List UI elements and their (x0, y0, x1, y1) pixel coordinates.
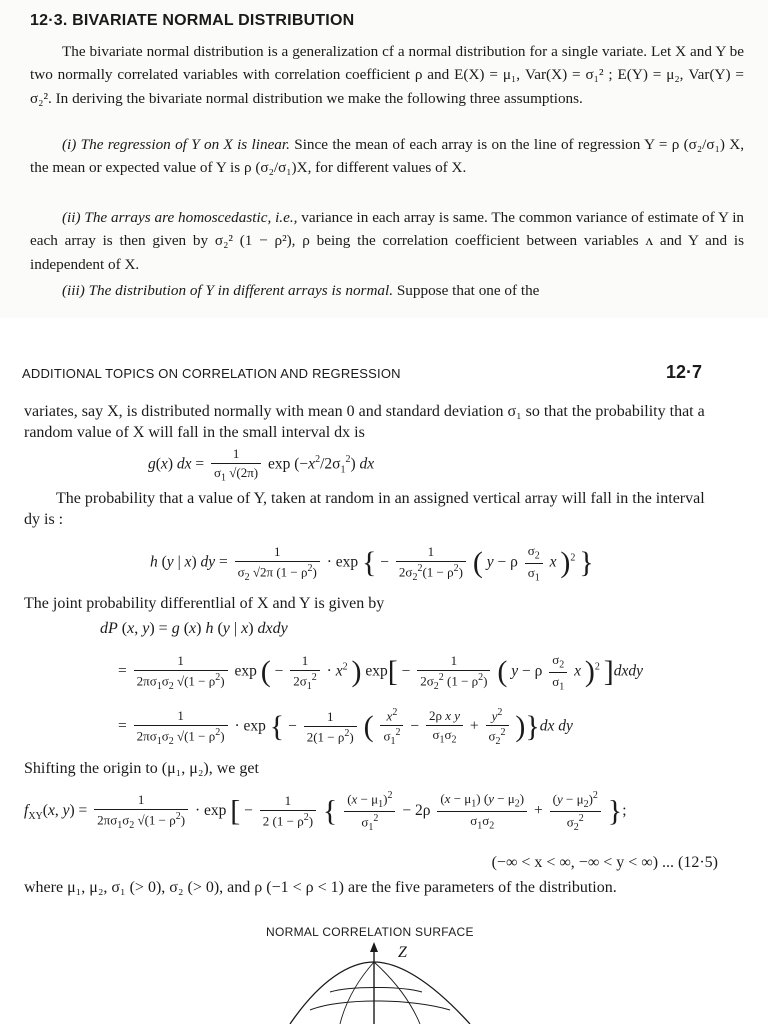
surface-outline (290, 962, 470, 1024)
assumption-1-text: Since the mean of each array is on the line of regression Y = ρ (σ₂/σ₁) X, the mean or expected value of Y is ρ (σ₂/σ₁)X, for different values of X. (30, 136, 745, 177)
assumption-2-text: variance in each array is same. The common variance of estimate of Y in each array is then given by σ₂² (1 − ρ²), ρ being the correlation coefficient between variables ᴧ and Y and is independent of X. (30, 209, 745, 273)
equation-dp: dP (x, y) = g (x) h (y | x) dxdy (100, 620, 288, 637)
figure-caption: NORMAL CORRELATION SURFACE (266, 925, 474, 939)
surface-meridian-left (340, 962, 374, 1024)
variate-paragraph: variates, say X, is distributed normally with mean 0 and standard deviation σ₁ so that the probability that a random value of X will fall in the small interval dx is (24, 403, 705, 441)
page-gap (0, 318, 768, 338)
assumption-3-head: (iii) The distribution of Y in different arrays is normal. (62, 282, 394, 299)
equation-joint-2: = $\frac{1}{2\pi\sigma_1\sigma_2 √(1 - \rho^2)}$ · exp { − $\frac{1}{2(1 - \rho^2)}$ ( $\frac{x^2}{\sigma_1^2}$ − $\frac{\text{2ρ x y}}{\sigma_1\sigma_2}$ + $\frac{y^2}{\sigma_2^2}$ )}dx dy (118, 707, 573, 748)
assumption-3 (30, 279, 744, 302)
equation-density: $f_{XY}(x$, y) = $\frac{1}{2\pi\sigma_1\sigma_2 √(1 - \rho^2)}$ · exp [ − $\frac{1}{2 (1 - \rho^2)}$ { $\frac{(x - \mu_1)^2}{\sigma_1^2}$ − 2ρ $\frac{(x - \mu_1) (y - \mu_2)}{\sigma_1\sigma_2}$ + $\frac{(y - \mu_2)^2}{\sigma_2^2}$ }; (24, 790, 627, 833)
shift-paragraph: Shifting the origin to (μ₁, μ₂), we get (24, 760, 259, 777)
equation-range: (−∞ < x < ∞, −∞ < y < ∞) ... (12·5) (491, 854, 718, 871)
intro-paragraph (30, 40, 744, 110)
surface-meridian-right (374, 962, 420, 1024)
joint-paragraph: The joint probability differentlial of X and Y is given by (24, 595, 385, 612)
equation-gx: g(x) dx = $\frac{1}{\sigma_1 √(2\pi)}$ $\exp (-x^2/2\sigma_1^2)$ dx (148, 446, 375, 484)
assumption-1-head: (i) The regression of Y on X is linear. (62, 136, 290, 153)
assumption-1 (30, 133, 744, 180)
array-paragraph (24, 488, 724, 530)
section-title: 12·3. BIVARIATE NORMAL DISTRIBUTION (30, 12, 355, 29)
assumption-2 (30, 206, 744, 276)
page-number: 12·7 (665, 362, 702, 382)
assumption-3-text: Suppose that one of the (393, 282, 540, 299)
parameters-paragraph: where μ₁, μ₂, σ₁ (> 0), σ₂ (> 0), and ρ (−1 < ρ < 1) are the five parameters of the distribution. (24, 879, 617, 896)
assumption-2-head: (ii) The arrays are homoscedastic, i.e., (62, 209, 298, 226)
equation-conditional: h (y | x) dy = $\frac{1}{\sigma_2 √2\pi (1 - \rho^2)}$ · exp { − $\frac{1}{2\sigma_2^2(1 - \rho^2)}$ ( y − ρ $\frac{\sigma_2}{\sigma_1}$ x )$^2$ } (150, 543, 594, 584)
z-axis-arrow-icon (370, 942, 378, 952)
array-text: The probability that a value of Y, taken at random in an assigned vertical array will fall in the interval dy is : (24, 490, 705, 528)
figure-axis-label: Z (398, 944, 407, 961)
equation-joint-1: = $\frac{1}{2\pi\sigma_1\sigma_2 √(1 - \rho^2)}$ exp ( − $\frac{1}{2\sigma_1^2}$ · $x^2$ ) exp[ − $\frac{1}{2\sigma_2^2 (1 - \rho^2)}$ ( y − ρ $\frac{\sigma_2}{\sigma_1}$ x )$^2$ ]dxdy (118, 652, 644, 693)
surface-contour-upper (330, 988, 422, 993)
running-head: ADDITIONAL TOPICS ON CORRELATION AND REGRESSION (22, 366, 401, 381)
intro-text: The bivariate normal distribution is a generalization cf a normal distribution for a single variate. Let X and Y be two normally correlated variables with correlation coefficient ρ and E(X) = μ₁, Var(X) = σ₁² ; E(Y) = μ₂, Var(Y) = σ₂². In deriving the bivariate normal distribution we make the following three assumptions. (30, 43, 744, 107)
surface-contour (310, 1001, 450, 1010)
normal-surface-figure (270, 940, 510, 1024)
